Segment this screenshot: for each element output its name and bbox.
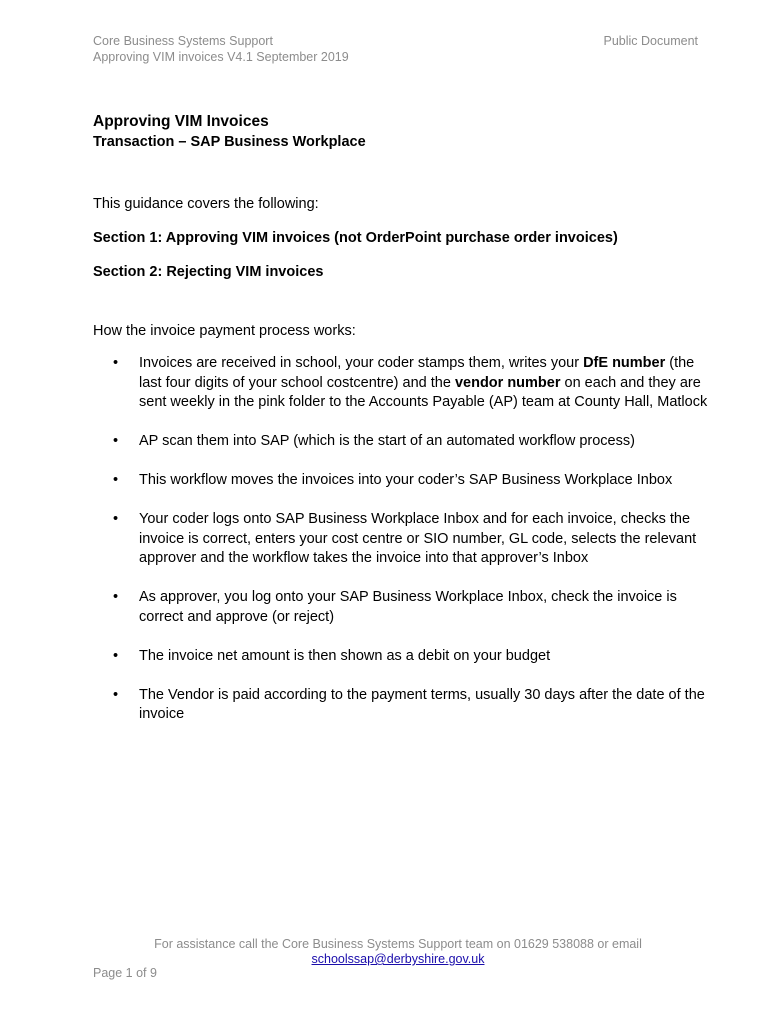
bullet-marker: • — [113, 355, 119, 371]
support-email-link[interactable]: schoolssap@derbyshire.gov.uk — [311, 952, 485, 966]
footer-assistance-text: For assistance call the Core Business Systems Support team on 01629 538088 or email — [154, 937, 642, 951]
list-item — [93, 588, 708, 627]
bullet-marker: • — [113, 511, 119, 527]
bullet-marker: • — [113, 647, 119, 664]
page-number: Page 1 of 9 — [93, 966, 157, 980]
intro-text: This guidance covers the following: — [93, 196, 319, 212]
header-classification: Public Document — [603, 34, 698, 48]
list-item — [93, 354, 708, 413]
bullet-text: (the last four digits of your school costcentre) and the — [139, 355, 695, 391]
bullet-text: Invoices are received in school, your coder stamps them, writes your — [139, 355, 584, 371]
bullet-text: The invoice net amount is then shown as a debit on your budget — [139, 647, 551, 664]
list-item — [93, 471, 708, 491]
list-item — [93, 510, 708, 569]
bullet-marker: • — [113, 472, 119, 488]
bullet-text: Your coder logs onto SAP Business Workplace Inbox and for each invoice, checks the invoice is correct, enters your cost centre or SIO number, GL code, selects the relevant approver and the workflow takes the invoice into that approver’s Inbox — [139, 511, 697, 566]
list-item — [93, 432, 708, 452]
bullet-marker: • — [113, 433, 119, 449]
vendor-number-term: vendor number — [454, 374, 561, 391]
bullet-text: As approver, you log onto your SAP Business Workplace Inbox, check the invoice is correct and approve (or reject) — [139, 589, 677, 625]
bullet-marker: • — [113, 589, 119, 605]
bullet-text: on each and they are sent weekly in the pink folder to the Accounts Payable (AP) team at County Hall, Matlock — [139, 374, 708, 410]
process-bullet-list — [93, 354, 708, 744]
document-title: Approving VIM Invoices — [93, 113, 269, 130]
header-org: Core Business Systems Support — [93, 34, 273, 48]
section-1-heading: Section 1: Approving VIM invoices (not OrderPoint purchase order invoices) — [93, 230, 618, 246]
header-version: Approving VIM invoices V4.1 September 2019 — [93, 50, 349, 64]
list-item — [93, 686, 708, 725]
page-footer — [93, 937, 703, 967]
list-item — [93, 647, 708, 667]
section-2-heading: Section 2: Rejecting VIM invoices — [93, 264, 324, 280]
bullet-marker: • — [113, 686, 119, 703]
bullet-text: AP scan them into SAP (which is the start of an automated workflow process) — [139, 433, 635, 449]
page-header-left — [93, 33, 349, 65]
bullet-text: The Vendor is paid according to the payment terms, usually 30 days after the date of the invoice — [139, 686, 705, 722]
process-heading: How the invoice payment process works: — [93, 323, 356, 339]
dfe-number-term: DfE number — [583, 355, 666, 371]
bullet-text: This workflow moves the invoices into your coder’s SAP Business Workplace Inbox — [139, 472, 673, 488]
document-subtitle: Transaction – SAP Business Workplace — [93, 134, 366, 150]
